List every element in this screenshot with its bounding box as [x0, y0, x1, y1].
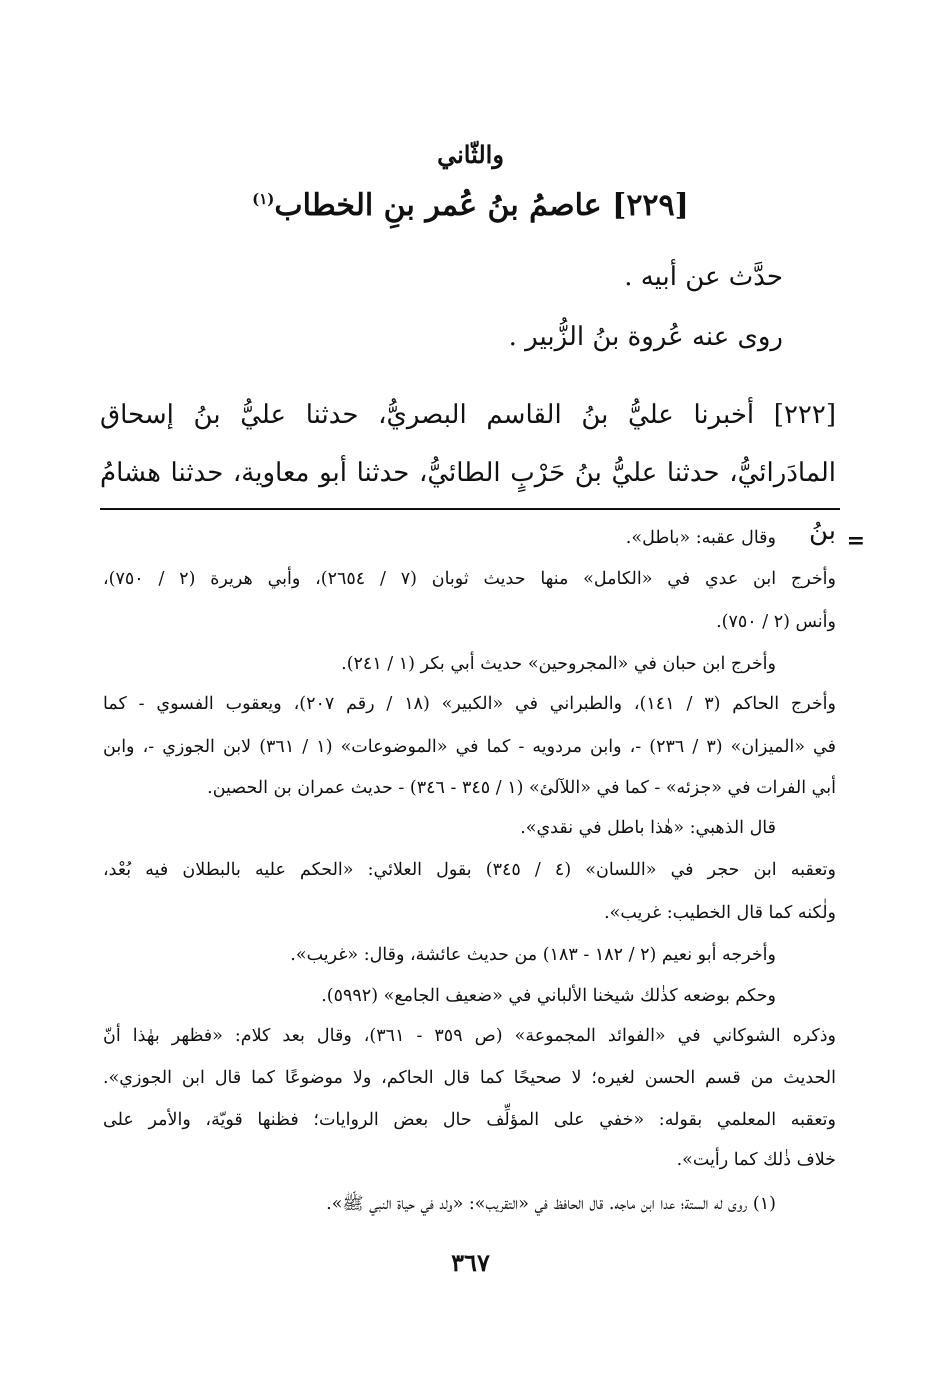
footnote-line: في «الميزان» (٣ / ٢٣٦) -، وابن مردويه - كما في «الموضوعات» (١ / ٣٦١) لابن الجوزي -، وابن: [103, 737, 837, 757]
footnote-line: وأخرجه أبو نعيم (٢ / ١٨٢ - ١٨٣) من حديث عائشة، وقال: «غريب».: [290, 945, 776, 965]
footnote-line: الحديث من قسم الحسن لغيره؛ لا صحيحًا كما قال الحاكم، ولا موضوعًا كما قال ابن الجوزي».: [103, 1068, 836, 1088]
footnote-line: وذكره الشوكاني في «الفوائد المجموعة» (ص ٣٥٩ - ٣٦١)، وقال بعد كلام: «فظهر بهٰذا أنّ: [103, 1026, 836, 1046]
hadith-line-2: المادَرائيُّ، حدثنا عليُّ بنُ حَرْبٍ الطائيُّ، حدثنا أبو معاوية، حدثنا هشامُ بنُ: [100, 458, 836, 546]
footnote-line: خلاف ذٰلك كما رأيت».: [676, 1150, 836, 1170]
section-label: والثّاني: [437, 140, 504, 169]
footnote-line: وتعقبه المعلمي بقوله: «خفي على المؤلِّف حال بعض الروايات؛ فظنها قويّة، والأمر على: [103, 1110, 836, 1130]
footnote-line: وحكم بوضعه كذٰلك شيخنا الألباني في «ضعيف الجامع» (٥٩٩٢).: [321, 986, 776, 1006]
footnote-line: وأخرج ابن عدي في «الكامل» منها حديث ثوبان (٧ / ٢٦٥٤)، وأبي هريرة (٢ / ٧٥٠)،: [103, 569, 836, 589]
footnote-line: أبي الفرات في «جزئه» - كما في «اللآلئ» (١ / ٣٤٥ - ٣٤٦) - حديث عمران بن الحصين.: [207, 778, 836, 798]
footnote-line: قال الذهبي: «هٰذا باطل في نقدي».: [520, 818, 776, 838]
footnote-line: ولٰكنه كما قال الخطيب: غريب».: [604, 903, 836, 923]
footnote-line: وأنس (٢ / ٧٥٠).: [716, 612, 836, 632]
narration-from-line: حدَّث عن أبيه .: [624, 262, 783, 292]
page-number: ٣٦٧: [451, 1248, 490, 1277]
narrated-by-line: روى عنه عُروة بنُ الزُّبير .: [508, 322, 783, 352]
entry-title: [0, 188, 941, 223]
footnote-line: وتعقبه ابن حجر في «اللسان» (٤ / ٣٤٥) بقول العلائي: «الحكم عليه بالبطلان فيه بُعْد،: [103, 860, 836, 880]
footnote-line: وأخرج الحاكم (٣ / ١٤١)، والطبراني في «الكبير» (١٨ / رقم ٢٠٧)، ويعقوب الفسوي - كما: [103, 694, 836, 714]
footnote-separator: [100, 508, 840, 510]
footnote-continuation-mark: =: [846, 528, 865, 554]
footnote-line: وأخرج ابن حبان في «المجروحين» حديث أبي بكر (١ / ٢٤١).: [341, 654, 776, 674]
footnote-entry-note: (١) روى له الستة؛ عدا ابن ماجه. قال الحافظ في «التقريب»: «ولد في حياة النبي ﷺ».: [326, 1194, 776, 1214]
entry-title-text: [٢٢٩] عاصمُ بنُ عُمر بنِ الخطاب: [274, 188, 689, 223]
hadith-line-1: [٢٢٢] أخبرنا عليُّ بنُ القاسم البصريُّ، حدثنا عليُّ بنُ إسحاق: [100, 400, 836, 430]
footnote-line: وقال عقبه: «باطل».: [625, 528, 776, 548]
entry-footnote-marker: (١): [252, 190, 275, 208]
